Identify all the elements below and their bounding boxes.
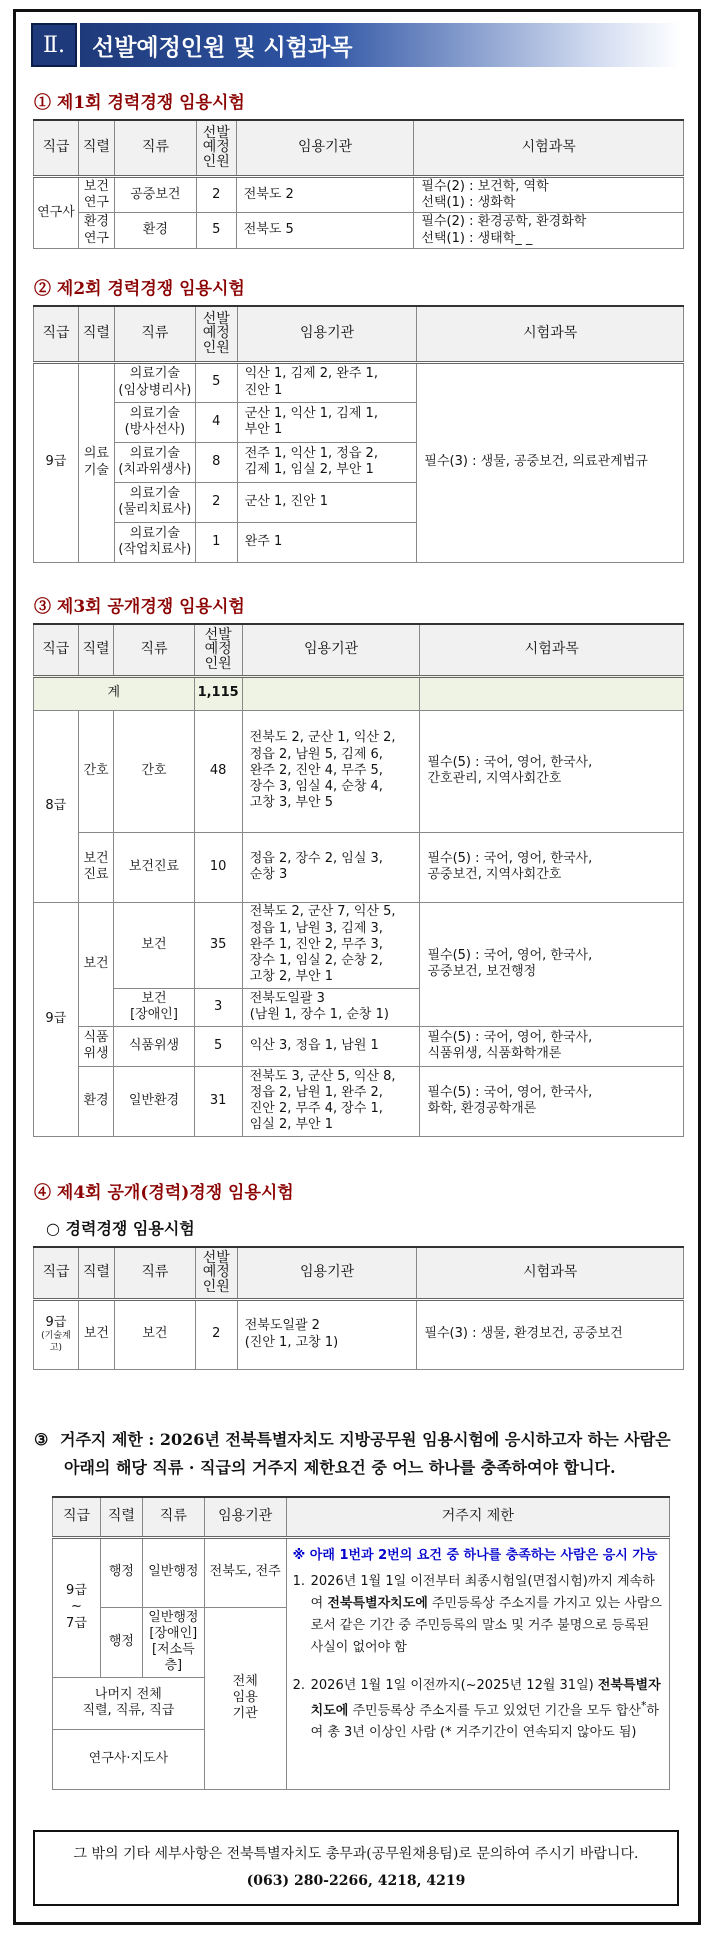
residence-notice [34, 1426, 684, 1482]
kind-cell: 보건 [114, 1299, 195, 1369]
header-subject: 시험과목 [414, 120, 684, 176]
kind-cell: 일반행정 [142, 1537, 204, 1607]
subject-cell: 필수(5) : 국어, 영어, 한국사, 화학, 환경공학개론 [420, 1066, 684, 1136]
count-cell: 1 [195, 522, 237, 562]
header-agency: 임용기관 [237, 306, 417, 362]
series-cell: 간호 [78, 710, 114, 832]
header-grade: 직급 [34, 624, 79, 676]
subject-line: 필수(2) : 보건학, 역학 [421, 178, 549, 194]
item-text: 주민등록상 주소지를 가지고 있는 사람으로서 같은 기간 중 주민등록의 말소 및 거주 불명으로 등록된 사실이 없어야 함 [310, 1595, 662, 1655]
header-grade: 직급 [34, 1247, 79, 1299]
table-row [34, 1066, 684, 1136]
header-kind: 직류 [142, 1497, 204, 1537]
sec4-subtitle: ○ 경력경쟁 임용시험 [46, 1219, 195, 1238]
kind-cell: 의료기술 (치과위생사) [114, 442, 195, 482]
kind-cell: 보건 [장애인] [114, 988, 194, 1026]
header-agency: 임용기관 [242, 624, 420, 676]
table-row [53, 1537, 670, 1607]
subject-line: 선택(1) : 생화학 [421, 194, 516, 210]
subject-cell: 필수(3) : 생물, 공중보건, 의료관계법규 [417, 362, 684, 562]
count-cell: 8 [195, 442, 237, 482]
table-row [34, 832, 684, 902]
item-text: 주민등록상 주소지를 두고 있었던 기간을 모두 합산 [348, 1703, 641, 1719]
kind-cell: 의료기술 (임상병리사) [114, 362, 195, 402]
total-label: 계 [34, 676, 195, 710]
table-row [34, 1299, 684, 1369]
item-number: 2. [292, 1677, 306, 1693]
header-agency: 임용기관 [237, 1247, 417, 1299]
series-cell: 보건 [78, 902, 114, 1026]
subject-line: 필수(2) : 환경공학, 환경화학 [421, 214, 587, 230]
agency-cell: 정읍 2, 장수 2, 임실 3, 순창 3 [242, 832, 420, 902]
count-cell: 2 [195, 1299, 237, 1369]
series-cell: 환경 [78, 1066, 114, 1136]
kind-cell: 의료기술 (작업치료사) [114, 522, 195, 562]
residence-cell [286, 1537, 669, 1789]
residence-item-2 [293, 1675, 663, 1745]
agency-cell: 완주 1 [237, 522, 417, 562]
count-cell: 2 [195, 482, 237, 522]
section-number: Ⅱ. [31, 23, 77, 67]
table-row [34, 213, 684, 249]
residence-note-head: ※ 아래 1번과 2번의 요건 중 하나를 충족하는 사람은 응시 가능 [292, 1547, 658, 1563]
grade-cell: 8급 [34, 710, 79, 902]
header-kind: 직류 [114, 1247, 195, 1299]
sec4-table [33, 1246, 684, 1370]
header-kind: 직류 [114, 306, 195, 362]
sec3-title: ③ 제3회 공개경쟁 임용시험 [34, 597, 245, 617]
kind-cell: 식품위생 [114, 1026, 194, 1066]
agency-cell: 전북도, 전주 [204, 1537, 286, 1607]
residence-item-1 [293, 1571, 663, 1659]
count-cell: 4 [195, 402, 237, 442]
agency-cell: 전북도 2, 군산 7, 익산 5, 정읍 1, 남원 3, 김제 3, 완주 1, 진안 2, 무주 3, 장수 1, 임실 2, 순창 2, 고창 2, 부안 1 [242, 902, 420, 988]
header-count: 선발 예정 인원 [196, 120, 236, 176]
agency-cell: 전북도일괄 3 (남원 1, 장수 1, 순창 1) [242, 988, 420, 1026]
kind-cell: 일반환경 [114, 1066, 194, 1136]
agency-cell: 익산 3, 정읍 1, 남원 1 [242, 1026, 420, 1066]
header-series: 직렬 [78, 306, 114, 362]
agency-cell: 전북도 3, 군산 5, 익산 8, 정읍 2, 남원 1, 완주 2, 진안 2, 무주 4, 장수 1, 임실 2, 부안 1 [242, 1066, 420, 1136]
series-cell: 행정 [100, 1607, 142, 1677]
sec3-table [33, 623, 684, 1137]
agency-cell: 익산 1, 김제 2, 완주 1, 진안 1 [237, 362, 417, 402]
subject-cell: 필수(5) : 국어, 영어, 한국사, 식품위생, 식품화학개론 [420, 1026, 684, 1066]
header-grade: 직급 [53, 1497, 101, 1537]
grade-note: (기술계고) [41, 1331, 71, 1353]
sec2-title: ② 제2회 경력경쟁 임용시험 [34, 279, 245, 299]
count-cell: 35 [194, 902, 242, 988]
grade-cell: 9급 [34, 902, 79, 1136]
table-row [34, 902, 684, 988]
sec4-title: ④ 제4회 공개(경력)경쟁 임용시험 [34, 1183, 294, 1203]
header-subject: 시험과목 [417, 306, 684, 362]
header-count: 선발 예정 인원 [194, 624, 242, 676]
count-cell: 5 [196, 213, 236, 249]
count-cell: 5 [195, 362, 237, 402]
residence-line1: 거주지 제한 : 2026년 전북특별자치도 지방공무원 임용시험에 응시하고자 하는 사람은 [60, 1430, 671, 1449]
agency-cell: 군산 1, 익산 1, 김제 1, 부안 1 [237, 402, 417, 442]
header-grade: 직급 [34, 306, 79, 362]
kind-cell: 일반행정 [장애인] [저소득층] [142, 1607, 204, 1677]
table-row [34, 710, 684, 832]
kind-cell: 보건 [114, 902, 194, 988]
subject-cell: 필수(5) : 국어, 영어, 한국사, 공중보건, 보건행정 [420, 902, 684, 1026]
count-cell: 48 [194, 710, 242, 832]
kind-cell: 공중보건 [114, 176, 196, 213]
header-residence: 거주지 제한 [286, 1497, 669, 1537]
count-cell: 10 [194, 832, 242, 902]
series-cell: 행정 [100, 1537, 142, 1607]
series-cell: 식품 위생 [78, 1026, 114, 1066]
item-asterisk: * [640, 1699, 647, 1713]
residence-line2: 아래의 해당 직류 · 직급의 거주지 제한요건 중 어느 하나를 충족하여야 합니다. [64, 1458, 616, 1477]
kind-cell: 환경 [114, 213, 196, 249]
item-text: 2026년 1월 1일 이전부터 최종시험일(면접시험)까지 계속하여 [310, 1573, 655, 1611]
others-cell: 나머지 전체 직렬, 직류, 직급 [53, 1677, 205, 1729]
header-series: 직렬 [78, 624, 114, 676]
agency-cell: 전북도일괄 2 (진안 1, 고창 1) [237, 1299, 417, 1369]
series-cell: 의료 기술 [78, 362, 114, 562]
header-series: 직렬 [78, 120, 114, 176]
header-kind: 직류 [114, 624, 194, 676]
residence-mark: ③ [34, 1430, 49, 1449]
grade-cell: 9급 ~ 7급 [53, 1537, 101, 1677]
header-count: 선발 예정 인원 [195, 1247, 237, 1299]
series-cell: 환경 연구 [78, 213, 114, 249]
subject-line: 선택(1) : 생태학_ _ [421, 230, 533, 246]
header-series: 직렬 [100, 1497, 142, 1537]
header-grade: 직급 [34, 120, 79, 176]
agency-cell: 군산 1, 진안 1 [237, 482, 417, 522]
subject-cell: 필수(5) : 국어, 영어, 한국사, 공중보건, 지역사회간호 [420, 832, 684, 902]
total-row [34, 676, 684, 710]
item-highlight: 전북특별자치도에 [310, 1677, 661, 1719]
sec1-table [33, 119, 684, 249]
kind-cell: 의료기술 (물리치료사) [114, 482, 195, 522]
item-text: 2026년 1월 1일 이전까지(~2025년 12월 31일) [310, 1677, 598, 1693]
header-agency: 임용기관 [204, 1497, 286, 1537]
series-cell: 보건 [78, 1299, 114, 1369]
header-kind: 직류 [114, 120, 196, 176]
header-subject: 시험과목 [417, 1247, 684, 1299]
kind-cell: 의료기술 (방사선사) [114, 402, 195, 442]
table-row [34, 362, 684, 402]
grade-cell: 연구사 [34, 176, 79, 249]
subject-cell: 필수(3) : 생물, 환경보건, 공중보건 [417, 1299, 684, 1369]
item-number: 1. [292, 1573, 306, 1589]
count-cell: 2 [196, 176, 236, 213]
count-cell: 3 [194, 988, 242, 1026]
page-title: 선발예정인원 및 시험과목 [80, 23, 681, 67]
agency-cell: 전북도 5 [236, 213, 414, 249]
header-series: 직렬 [78, 1247, 114, 1299]
series-cell: 보건 진료 [78, 832, 114, 902]
research-cell: 연구사·지도사 [53, 1729, 205, 1789]
agency-cell: 전북도 2 [236, 176, 414, 213]
table-row [34, 1026, 684, 1066]
header-count: 선발 예정 인원 [195, 306, 237, 362]
contact-box [33, 1830, 679, 1906]
agency-cell: 전북도 2, 군산 1, 익산 2, 정읍 2, 남원 5, 김제 6, 완주 2, 진안 4, 무주 5, 장수 3, 임실 4, 순창 4, 고창 3, 부안 5 [242, 710, 420, 832]
header-subject: 시험과목 [420, 624, 684, 676]
kind-cell: 간호 [114, 710, 194, 832]
contact-text: 그 밖의 기타 세부사항은 전북특별자치도 총무과(공무원채용팀)로 문의하여 주시기 바랍니다. [73, 1846, 639, 1863]
contact-phone: (063) 280-2266, 4218, 4219 [246, 1873, 466, 1889]
count-cell: 31 [194, 1066, 242, 1136]
total-count: 1,115 [194, 676, 242, 710]
header-agency: 임용기관 [236, 120, 414, 176]
item-text: 하여 총 3년 이상인 사람 (* 거주기간이 연속되지 않아도 됨) [310, 1703, 659, 1741]
subject-cell: 필수(5) : 국어, 영어, 한국사, 간호관리, 지역사회간호 [420, 710, 684, 832]
series-cell: 보건 연구 [78, 176, 114, 213]
section-title-bar [31, 23, 681, 67]
sec2-table [33, 305, 684, 563]
sec1-title: ① 제1회 경력경쟁 임용시험 [34, 93, 245, 113]
grade-cell: 9급 [45, 1315, 67, 1331]
item-highlight: 전북특별자치도에 [327, 1595, 428, 1611]
agency-cell: 전체 임용 기관 [204, 1607, 286, 1789]
agency-cell: 전주 1, 익산 1, 정읍 2, 김제 1, 임실 2, 부안 1 [237, 442, 417, 482]
count-cell: 5 [194, 1026, 242, 1066]
residence-table [52, 1496, 670, 1790]
kind-cell: 보건진료 [114, 832, 194, 902]
table-row [34, 176, 684, 213]
grade-cell: 9급 [34, 362, 79, 562]
